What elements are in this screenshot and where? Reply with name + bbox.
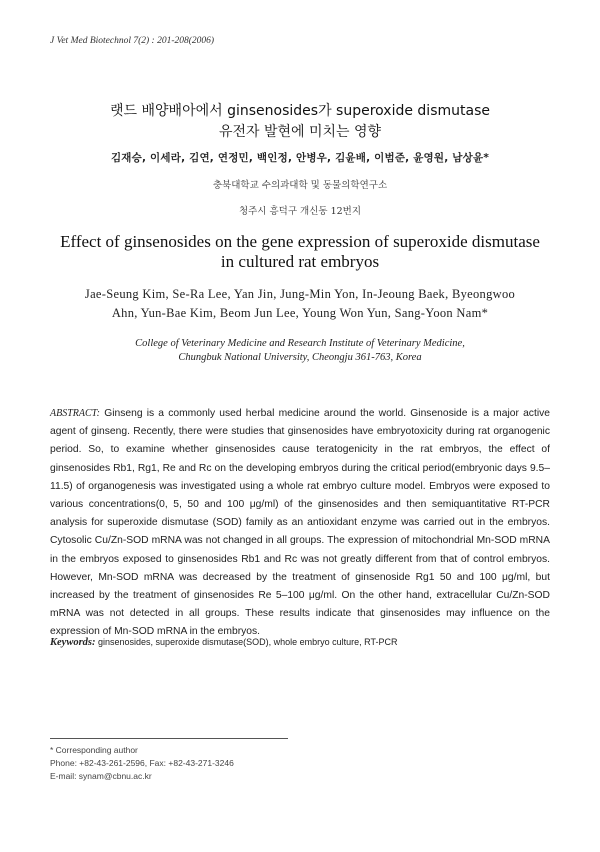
- abstract-label: ABSTRACT:: [50, 408, 101, 419]
- korean-affiliation: 충북대학교 수의과대학 및 동물의학연구소: [212, 180, 388, 191]
- english-authors-line1: Jae-Seung Kim, Se-Ra Lee, Yan Jin, Jung-Min Yon, In-Jeoung Baek, Byeongwoo: [84, 287, 516, 301]
- abstract-text: Ginseng is a commonly used herbal medicine around the world. Ginsenoside is a major active agent of ginseng. Recently, there were studies that ginsenosides have embryotoxicity during rat organogenic period. So, to examine whether ginsenosides cause teratogenicity in the rat embryos, the effect of ginsenosides Rb1, Rg1, Re and Rc on the developing embryos during the critical period(embryonic days 9.5–11.5) of organogenesis was investigated using a whole rat embryo culture model. Embryos were exposed to various concentrations(0, 5, 50 and 100 μg/ml) of the ginsenosides and then semiquantitative RT-PCR analysis for superoxide dismutase (SOD) family as an antioxidant enzyme was carried out in the embryos. Cytosolic Cu/Zn-SOD mRNA was not changed in all groups. The expression of mitochondrial Mn-SOD mRNA in the embryos exposed to ginsenosides Rb1 and Rc was not greatly different from that of control embryos. However, Mn-SOD mRNA was decreased by the treatment of ginsenoside Rg1 50 and 100 μg/ml, but increased by the treatment of ginsenosides Re 5–100 μg/ml. On the other hand, extracellular Cu/Zn-SOD mRNA was not detected in all groups. These results indicate that ginsenosides may influence on the expression of Mn-SOD mRNA in the embryos.: [50, 408, 550, 638]
- english-title-line1: Effect of ginsenosides on the gene expression of superoxide dismutase: [60, 232, 540, 251]
- contact-phone-fax: Phone: +82-43-261-2596, Fax: +82-43-271-3246: [50, 758, 234, 768]
- korean-title-line2: 유전자 발현에 미치는 영향: [218, 124, 382, 140]
- english-title-line2: in cultured rat embryos: [220, 252, 380, 271]
- journal-header: J Vet Med Biotechnol 7(2) : 201-208(2006): [50, 36, 215, 46]
- english-affiliation-line1: College of Veterinary Medicine and Research Institute of Veterinary Medicine,: [135, 338, 465, 349]
- korean-title-line1: 랫드 배양배아에서 ginsenosides가 superoxide dismutase: [110, 103, 490, 119]
- abstract-paragraph: [50, 405, 550, 642]
- keywords-text: ginsenosides, superoxide dismutase(SOD), whole embryo culture, RT-PCR: [98, 637, 398, 647]
- contact-email: E-mail: synam@cbnu.ac.kr: [50, 771, 152, 781]
- korean-address: 청주시 흥덕구 개신동 12번지: [238, 206, 362, 217]
- corresponding-author-note: * Corresponding author: [50, 745, 138, 755]
- keywords-label: Keywords:: [50, 637, 96, 648]
- keywords-line: [50, 637, 550, 648]
- english-authors-line2: Ahn, Yun-Bae Kim, Beom Jun Lee, Young Won Yun, Sang-Yoon Nam*: [111, 306, 489, 320]
- english-affiliation-line2: Chungbuk National University, Cheongju 361-763, Korea: [178, 352, 422, 363]
- korean-authors: 김재승, 이세라, 김연, 연정민, 백인정, 안병우, 김윤배, 이범준, 윤영원, 남상윤*: [110, 152, 490, 164]
- footnote-divider: [50, 738, 288, 739]
